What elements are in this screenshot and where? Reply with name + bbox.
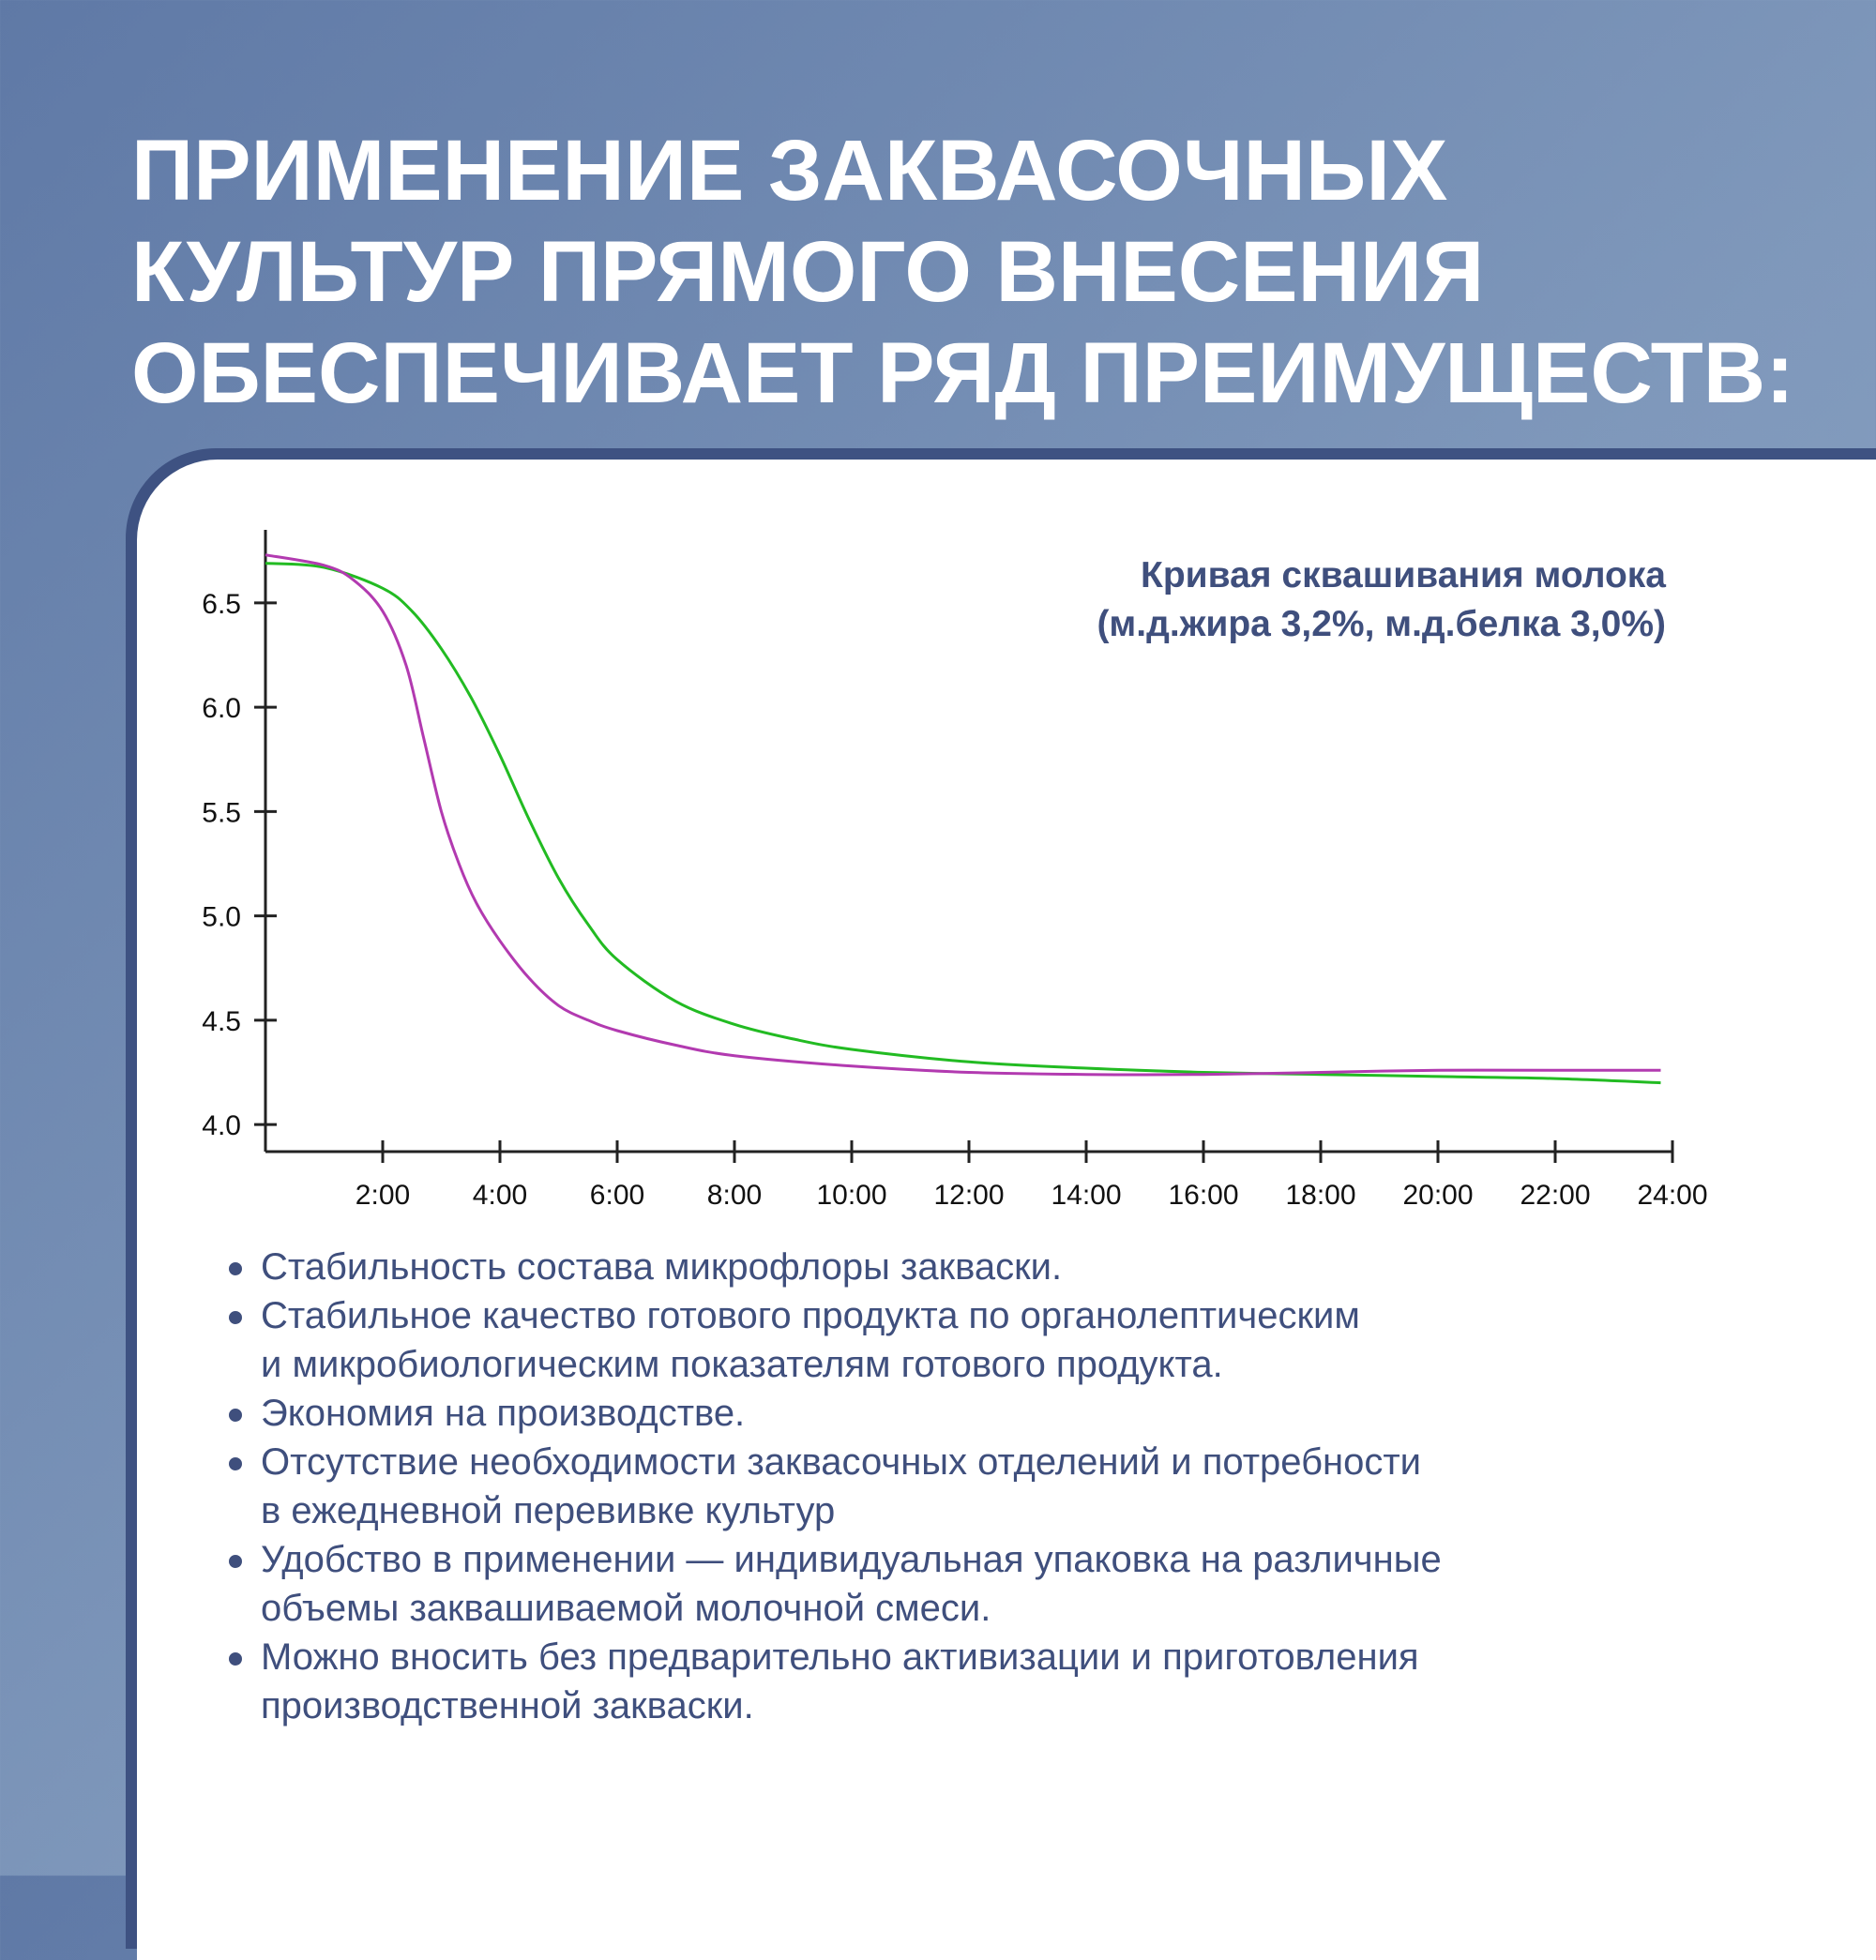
benefit-line: Стабильное качество готового продукта по органолептическим [261,1295,1360,1336]
benefit-line: Стабильность состава микрофлоры закваски. [261,1246,1063,1288]
benefit-item [225,1633,1442,1730]
x-tick-label: 8:00 [706,1180,763,1211]
benefit-line: объемы заквашиваемой молочной смеси. [261,1588,991,1629]
benefit-line: Можно вносить без предварительно активизации и приготовления [261,1636,1419,1678]
x-tick-label: 16:00 [1168,1180,1239,1211]
x-tick-label: 4:00 [472,1180,528,1211]
x-tick-label: 2:00 [355,1180,411,1211]
benefit-line: Отсутствие необходимости заквасочных отделений и потребности [261,1441,1422,1483]
benefit-item [225,1291,1442,1389]
x-tick-label: 12:00 [933,1180,1005,1211]
benefit-line: Удобство в применении — индивидуальная упаковка на различные [261,1539,1442,1580]
chart-title-line: (м.д.жира 3,2%, м.д.белка 3,0%) [1097,604,1666,644]
x-tick-label: 10:00 [816,1180,887,1211]
y-tick-label: 5.0 [202,901,241,933]
benefits-list [225,1243,1442,1730]
chart-ticks [202,589,1707,1211]
benefit-item [225,1243,1442,1291]
y-tick-label: 6.0 [202,693,241,725]
y-tick-label: 5.5 [202,797,241,829]
x-tick-label: 14:00 [1051,1180,1122,1211]
benefit-item [225,1535,1442,1633]
benefit-item [225,1389,1442,1438]
y-tick-label: 6.5 [202,588,241,620]
y-tick-label: 4.5 [202,1005,241,1037]
chart-title [1097,551,1666,649]
headline-line: КУЛЬТУР ПРЯМОГО ВНЕСЕНИЯ [131,224,1485,320]
x-tick-label: 24:00 [1637,1180,1708,1211]
headline-line: ПРИМЕНЕНИЕ ЗАКВАСОЧНЫХ [131,123,1448,219]
benefit-line: Экономия на производстве. [261,1393,746,1434]
benefit-line: производственной закваски. [261,1685,754,1726]
headline-line: ОБЕСПЕЧИВАЕТ РЯД ПРЕИМУЩЕСТВ: [131,325,1794,421]
x-tick-label: 22:00 [1520,1180,1591,1211]
benefit-line: в ежедневной перевивке культур [261,1490,836,1531]
benefit-line: и микробиологическим показателям готового продукта. [261,1344,1223,1385]
y-tick-label: 4.0 [202,1110,241,1142]
x-tick-label: 18:00 [1285,1180,1356,1211]
benefit-item [225,1438,1442,1535]
chart-title-line: Кривая сквашивания молока [1141,555,1666,596]
x-tick-label: 6:00 [589,1180,645,1211]
x-tick-label: 20:00 [1402,1180,1474,1211]
